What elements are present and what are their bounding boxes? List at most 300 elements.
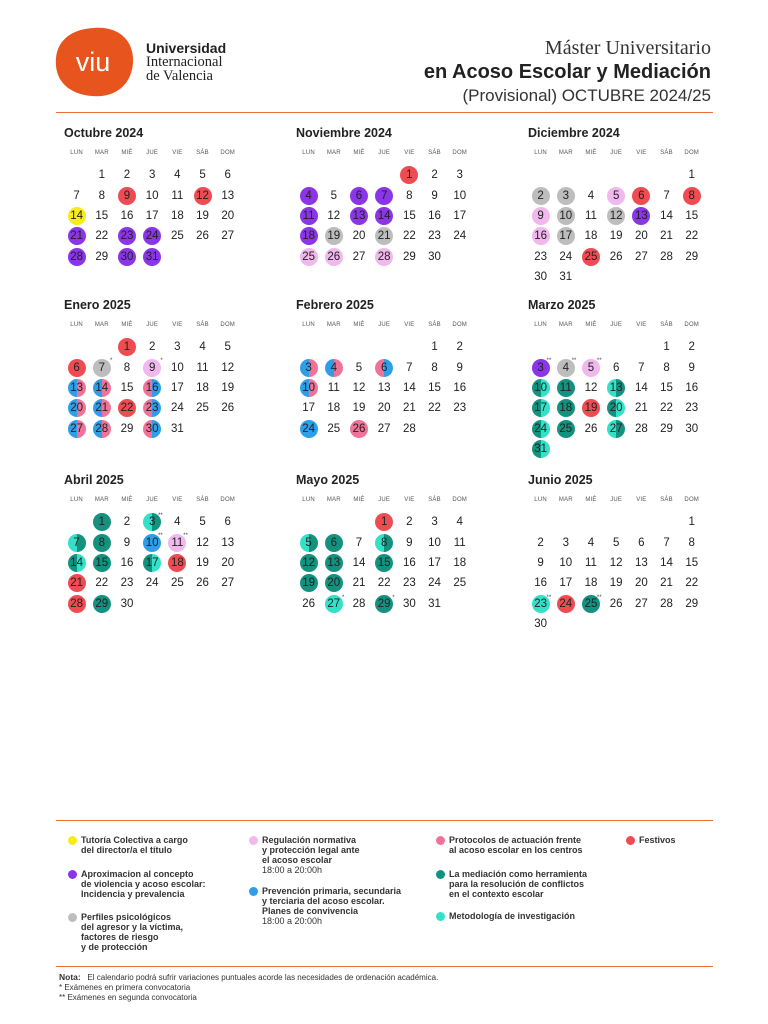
day-number: 17 [145,556,159,569]
day-number: 4 [174,516,181,529]
weekday-label: DOM [220,322,236,328]
exam-marker: ** [183,533,188,540]
weekday-label: MAR [326,497,341,503]
weekday-label: MIÉ [585,497,597,503]
day-number: 15 [120,381,134,394]
day-number: 5 [612,536,620,549]
day-cell [553,378,578,398]
legend-label [81,912,183,952]
day-cell [190,573,215,593]
day-number: 22 [377,577,391,590]
days-grid [64,512,264,614]
day-number: 22 [685,230,699,243]
day-cell [114,357,139,377]
empty-day [346,512,371,532]
weekday-label: MAR [94,150,109,156]
day-cell [447,573,472,593]
legend-line: y terciaria del acoso escolar. [262,896,385,906]
day-number: 1 [98,169,105,182]
exam-marker: ** [158,513,163,519]
day-number: 4 [330,361,337,374]
day-number: 13 [609,381,623,394]
day-cell [321,206,346,226]
day-cell [654,206,679,226]
day-cell [346,357,371,377]
day-cell [397,378,422,398]
day-number: 22 [95,577,109,590]
day-cell [422,512,447,532]
weekday-label: VIE [172,497,183,503]
day-number: 12 [302,556,315,569]
day-number: 5 [612,189,620,202]
day-cell [64,573,89,593]
day-number: 15 [685,556,699,569]
legend-line: Festivos [639,835,676,845]
empty-day [89,337,114,357]
day-number: 13 [327,556,341,569]
day-number: 29 [685,250,699,263]
month-calendar [528,126,728,287]
day-cell [64,594,89,614]
day-cell [346,247,371,267]
day-cell [89,206,114,226]
days-grid [64,337,264,439]
day-number: 17 [534,402,547,415]
day-number: 4 [174,169,181,182]
day-cell [190,206,215,226]
weekday-header [528,497,728,511]
day-cell [215,553,240,573]
day-number: 13 [634,209,648,222]
days-grid [296,337,496,439]
day-number: 15 [402,209,416,222]
day-number: 22 [428,402,441,415]
weekday-label: LUN [534,322,547,328]
legend-line: Prevención primaria, secundaria [262,886,402,896]
day-number: 28 [70,250,83,263]
day-cell [654,532,679,552]
day-cell [578,594,603,614]
day-cell [447,553,472,573]
day-number: 16 [428,209,441,222]
day-number: 31 [170,422,184,435]
weekday-label: MIÉ [353,497,365,503]
day-cell [190,337,215,357]
day-number: 25 [170,577,184,590]
day-cell [346,419,371,439]
day-number: 22 [402,230,416,243]
day-cell [578,206,603,226]
day-number: 24 [170,402,184,415]
weekday-label: VIE [636,322,647,328]
day-number: 22 [685,577,699,590]
day-number: 26 [327,250,341,263]
day-cell [346,594,371,614]
day-number: 1 [406,169,413,182]
title-line-1: Máster Universitario [544,37,711,59]
empty-day [321,165,346,185]
day-number: 2 [431,169,438,182]
day-number: 8 [98,536,105,549]
day-number: 23 [120,230,134,243]
empty-day [321,337,346,357]
day-cell [296,357,321,377]
day-number: 16 [402,556,416,569]
day-number: 19 [584,402,598,415]
weekday-label: JUE [378,497,391,503]
day-cell [215,357,240,377]
empty-day [629,337,654,357]
day-cell [629,357,654,377]
day-number: 5 [587,361,595,374]
legend-label [262,835,360,875]
day-cell [215,165,240,185]
day-cell [447,185,472,205]
day-cell [321,185,346,205]
day-cell [578,226,603,246]
day-cell [321,226,346,246]
day-number: 24 [559,250,573,263]
exam-marker: * [342,594,345,601]
day-number: 4 [562,361,569,374]
day-number: 29 [377,597,391,610]
day-cell [372,553,397,573]
day-cell [89,532,114,552]
day-number: 12 [609,209,623,222]
day-cell [447,532,472,552]
legend-line: factores de riesgo [81,932,159,942]
day-number: 21 [377,230,391,243]
day-cell [114,532,139,552]
day-number: 13 [221,536,235,549]
day-number: 2 [537,189,544,202]
day-cell [114,206,139,226]
day-cell [654,226,679,246]
day-cell [629,247,654,267]
day-number: 6 [380,361,388,374]
day-cell [553,357,578,377]
day-cell [165,512,190,532]
day-number: 27 [634,250,648,263]
day-cell [629,226,654,246]
day-number: 30 [428,250,441,263]
day-number: 13 [221,189,235,202]
day-cell [397,512,422,532]
day-cell [140,247,165,267]
weekday-label: MAR [326,150,341,156]
day-number: 25 [559,422,573,435]
weekday-label: LUN [70,150,83,156]
legend-line: La mediación como herramienta [449,869,588,879]
day-number: 8 [98,189,105,202]
day-cell [578,247,603,267]
day-number: 9 [537,556,544,569]
day-cell [165,398,190,418]
day-cell [679,337,704,357]
day-cell [629,206,654,226]
day-cell [321,553,346,573]
day-number: 3 [431,516,438,529]
day-number: 7 [355,536,363,549]
day-number: 19 [196,209,209,222]
weekday-label: DOM [452,322,468,328]
day-cell [140,226,165,246]
day-number: 10 [170,361,184,374]
legend-line: Regulación normativa [262,835,357,845]
day-number: 27 [221,577,235,590]
day-number: 31 [428,597,441,610]
day-number: 29 [402,250,416,263]
day-cell [679,165,704,185]
legend-color-dot [436,836,445,845]
day-number: 27 [70,422,83,435]
day-number: 6 [224,169,231,182]
weekday-header [64,322,264,336]
day-cell [422,357,447,377]
day-number: 14 [660,556,673,569]
day-cell [679,594,704,614]
day-cell [215,512,240,532]
day-number: 28 [377,250,391,263]
day-number: 29 [660,422,673,435]
day-cell [140,206,165,226]
days-grid [64,165,264,267]
day-number: 31 [145,250,159,263]
day-number: 23 [534,597,547,610]
day-cell [114,165,139,185]
day-cell [604,553,629,573]
day-cell [578,378,603,398]
day-number: 22 [95,230,109,243]
title-line-2: en Acoso Escolar y Mediación [423,61,711,83]
weekday-label: DOM [452,497,468,503]
day-cell [679,226,704,246]
day-number: 16 [534,230,547,243]
day-number: 24 [534,422,547,435]
day-cell [296,206,321,226]
legend-label [449,869,587,899]
weekday-label: SÁB [428,497,441,503]
day-number: 6 [612,361,620,374]
day-number: 11 [584,209,597,222]
legend-label [449,911,575,921]
day-cell [679,247,704,267]
exam-marker: ** [571,358,577,365]
day-cell [604,573,629,593]
weekday-header [296,322,496,336]
day-number: 16 [120,556,134,569]
day-number: 20 [327,577,341,590]
day-cell [372,398,397,418]
weekday-label: JUE [610,150,623,156]
day-number: 29 [120,422,134,435]
day-cell [114,226,139,246]
weekday-label: JUE [146,322,159,328]
legend-time: 18:00 a 20:00h [262,916,323,926]
day-cell [372,357,397,377]
day-cell [528,594,553,614]
day-cell [321,594,346,614]
legend-line: de violencia y acoso escolar: [81,879,206,889]
day-number: 23 [402,577,416,590]
day-cell [346,226,371,246]
day-cell [165,378,190,398]
day-cell [422,337,447,357]
day-cell [190,532,215,552]
day-number: 30 [534,618,547,631]
day-number: 19 [221,381,235,394]
weekday-label: DOM [684,497,700,503]
day-cell [296,185,321,205]
empty-day [629,165,654,185]
empty-day [528,165,553,185]
weekday-label: DOM [220,497,236,503]
month-calendar [64,298,264,439]
day-number: 15 [660,381,673,394]
weekday-label: LUN [302,497,315,503]
legend-color-dot [436,870,445,879]
day-cell [140,573,165,593]
legend-line: al acoso escolar en los centros [449,845,583,855]
day-number: 31 [534,443,547,456]
day-number: 10 [453,189,467,202]
day-cell [528,614,553,634]
day-number: 25 [302,250,315,263]
empty-day [553,165,578,185]
day-cell [89,165,114,185]
legend-color-dot [68,870,77,879]
day-cell [528,573,553,593]
day-cell [553,594,578,614]
day-cell [215,226,240,246]
day-number: 4 [587,189,595,202]
day-number: 9 [431,189,438,202]
weekday-label: MAR [94,497,109,503]
day-number: 19 [609,230,623,243]
weekday-label: VIE [172,322,183,328]
day-number: 7 [663,536,670,549]
day-cell [553,206,578,226]
day-number: 25 [170,230,184,243]
day-cell [89,594,114,614]
day-cell [296,594,321,614]
day-number: 18 [170,209,184,222]
day-cell [397,398,422,418]
day-number: 28 [95,422,109,435]
empty-day [296,337,321,357]
day-cell [422,378,447,398]
day-number: 31 [559,271,573,284]
day-number: 26 [302,597,315,610]
weekday-label: MAR [326,322,341,328]
exam-marker: * [392,594,395,601]
day-cell [397,165,422,185]
legend-line: y protección legal ante [262,845,360,855]
exam-marker: ** [546,594,552,601]
month-title: Octubre 2024 [64,126,144,140]
day-cell [321,398,346,418]
day-cell [679,512,704,532]
day-number: 14 [634,381,648,394]
month-title: Febrero 2025 [296,298,374,312]
weekday-label: DOM [452,150,468,156]
day-cell [372,573,397,593]
day-cell [64,553,89,573]
day-cell [553,185,578,205]
day-cell [321,419,346,439]
day-number: 25 [327,422,341,435]
weekday-label: JUE [378,322,391,328]
weekday-label: SÁB [660,322,673,328]
day-number: 2 [123,516,131,529]
day-cell [190,357,215,377]
day-cell [528,267,553,287]
day-number: 18 [302,230,315,243]
day-number: 23 [145,402,159,415]
day-cell [679,419,704,439]
day-cell [64,226,89,246]
day-cell [165,532,190,552]
day-cell [397,594,422,614]
day-number: 16 [453,381,467,394]
day-number: 15 [377,556,391,569]
day-number: 15 [95,209,109,222]
day-cell [654,419,679,439]
day-cell [422,398,447,418]
day-cell [447,378,472,398]
day-number: 30 [145,422,159,435]
day-number: 9 [123,536,131,549]
note-text: El calendario podrá sufrir variaciones puntuales acorde las necesidades de ordenación académica. [87,973,439,982]
days-grid [528,512,728,634]
day-number: 18 [584,577,598,590]
empty-day [553,337,578,357]
day-number: 10 [559,556,573,569]
day-cell [578,532,603,552]
day-number: 17 [453,209,467,222]
empty-day [321,512,346,532]
empty-day [64,165,89,185]
day-number: 16 [685,381,699,394]
month-title: Mayo 2025 [296,473,360,487]
month-calendar [528,473,728,634]
note-second-call: ** Exámenes en segunda convocatoria [59,993,197,1002]
day-cell [165,357,190,377]
day-number: 17 [559,577,573,590]
exam-marker: ** [546,358,552,365]
day-cell [528,439,553,459]
day-number: 30 [534,271,547,284]
legend-line: para la resolución de conflictos [449,879,585,889]
day-number: 28 [352,597,366,610]
day-cell [397,185,422,205]
day-cell [89,247,114,267]
weekday-label: VIE [404,497,415,503]
day-number: 25 [453,577,467,590]
legend-label [81,835,188,855]
day-number: 29 [95,250,109,263]
day-cell [296,419,321,439]
day-number: 26 [221,402,235,415]
day-cell [64,185,89,205]
day-number: 1 [123,341,131,354]
day-number: 24 [453,230,467,243]
empty-day [296,512,321,532]
day-cell [190,378,215,398]
day-cell [346,532,371,552]
day-cell [165,206,190,226]
day-cell [114,378,139,398]
